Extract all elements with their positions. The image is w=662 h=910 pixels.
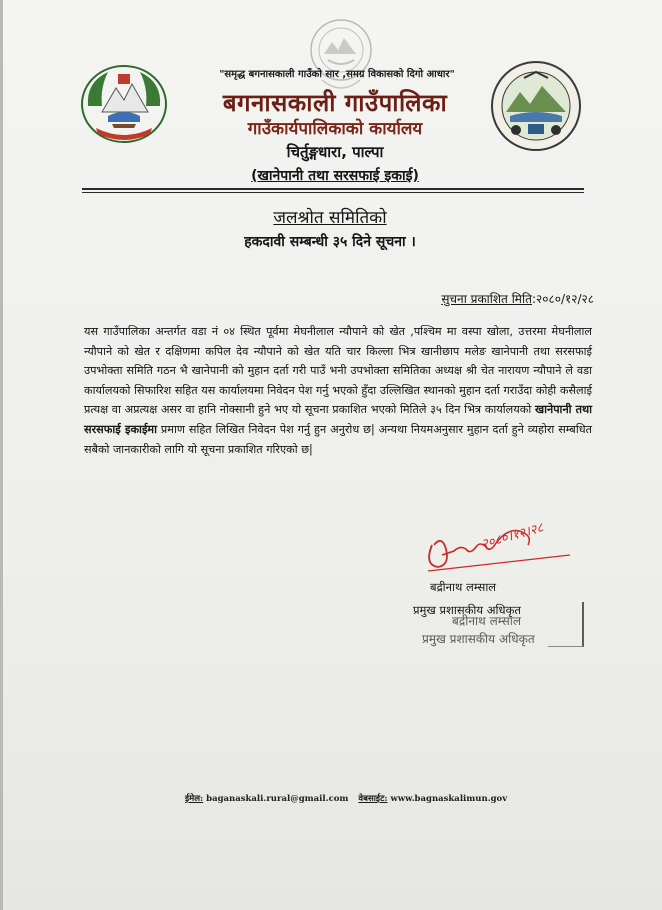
stamp-name: बद्रीनाथ लम्साल: [452, 614, 521, 628]
stamp-role: प्रमुख प्रशासकीय अधिकृत: [422, 632, 535, 646]
committee-heading: जलश्रोत समितिको: [273, 208, 387, 228]
body-text-part1: यस गाउँपालिका अन्तर्गत वडा नं ०४ स्थित पूर्वमा मेघनीलाल न्यौपाने को खेत ,पश्चिम मा वस्पा खोला, उत्तरमा मेघनीलाल न्यौपाने को खेत र दक्षिणमा कपिल देव न्यौपाने को खेत यति चार किल्ला भित्र खानीछाप मलेङ खानेपानी तथा सरसफाई उपभोक्ता समिति गठन भै खानेपानी को मुहान दर्ता गरी पाउँ भनी उपभोक्ता समितिका अध्यक्ष श्री चेत नारायण न्यौपाने ले वडा कार्यालयको सिफारिश सहित यस कार्यालयमा निवेदन पेश गर्नु भएको हुँदा उल्लिखित स्थानको मुहान दर्ता गराउँदा कोही कसैलाई प्रत्यक्ष वा अप्रत्यक्ष असर वा हानि नोक्सानी हुने भए यो सूचना प्रकाशित भएको मितिले ३५ दिन भित्र कार्यालयको: [84, 325, 592, 417]
signer-name: बद्रीनाथ लम्साल: [430, 580, 497, 594]
handwritten-date: २०८०।१२।२८: [479, 520, 546, 553]
email-label: ईमेल:: [185, 794, 204, 804]
footer-contact: [185, 793, 515, 804]
unit-name: (खानेपानी तथा सरसफाई इकाई): [251, 168, 419, 184]
website-label: वेबसाईट:: [358, 794, 388, 804]
notice-body: [84, 322, 592, 459]
notice-title: हकदावी सम्बन्धी ३५ दिने सूचना ।: [244, 234, 416, 250]
header-divider: [82, 188, 584, 190]
body-text-bold: खानेपानी तथा सरसफाई इकाईमा: [84, 403, 593, 436]
org-name: बगनासकाली गाउँपालिका: [222, 89, 448, 117]
stamp-frame: [548, 602, 584, 647]
website-link[interactable]: www.bagnaskalimun.gov: [390, 794, 508, 804]
rural-municipality-logo: [488, 58, 584, 154]
email-link[interactable]: baganaskali.rural@gmail.com: [206, 794, 349, 804]
scan-edge: [0, 0, 3, 910]
nepal-government-emblem: [78, 62, 170, 146]
body-text-part2: प्रमाण सहित लिखित निवेदन पेश गर्नु हुन अनुरोध छ| अन्यथा नियमअनुसार मुहान दर्ता हुने व्यहोरा सम्बधित सबैको जानकारीको लागि यो सूचना प्रकाशित गरिएको छ|: [84, 422, 592, 456]
header-divider-thin: [82, 192, 584, 193]
publication-date-label: सुचना प्रकाशित मिति: [441, 292, 532, 306]
publication-date-value: :२०८०/१२/२८: [531, 292, 594, 306]
office-name: गाउँकार्यपालिकाको कार्यालय: [247, 119, 423, 139]
signer-role: प्रमुख प्रशासकीय अधिकृत: [413, 603, 521, 617]
office-address: चिर्तुङ्गधारा, पाल्पा: [286, 143, 384, 161]
publication-date: [404, 290, 594, 307]
motto: "समृद्ध बगनासकाली गाउँको सार ,समग्र विकासको दिगो आधार": [219, 69, 455, 80]
